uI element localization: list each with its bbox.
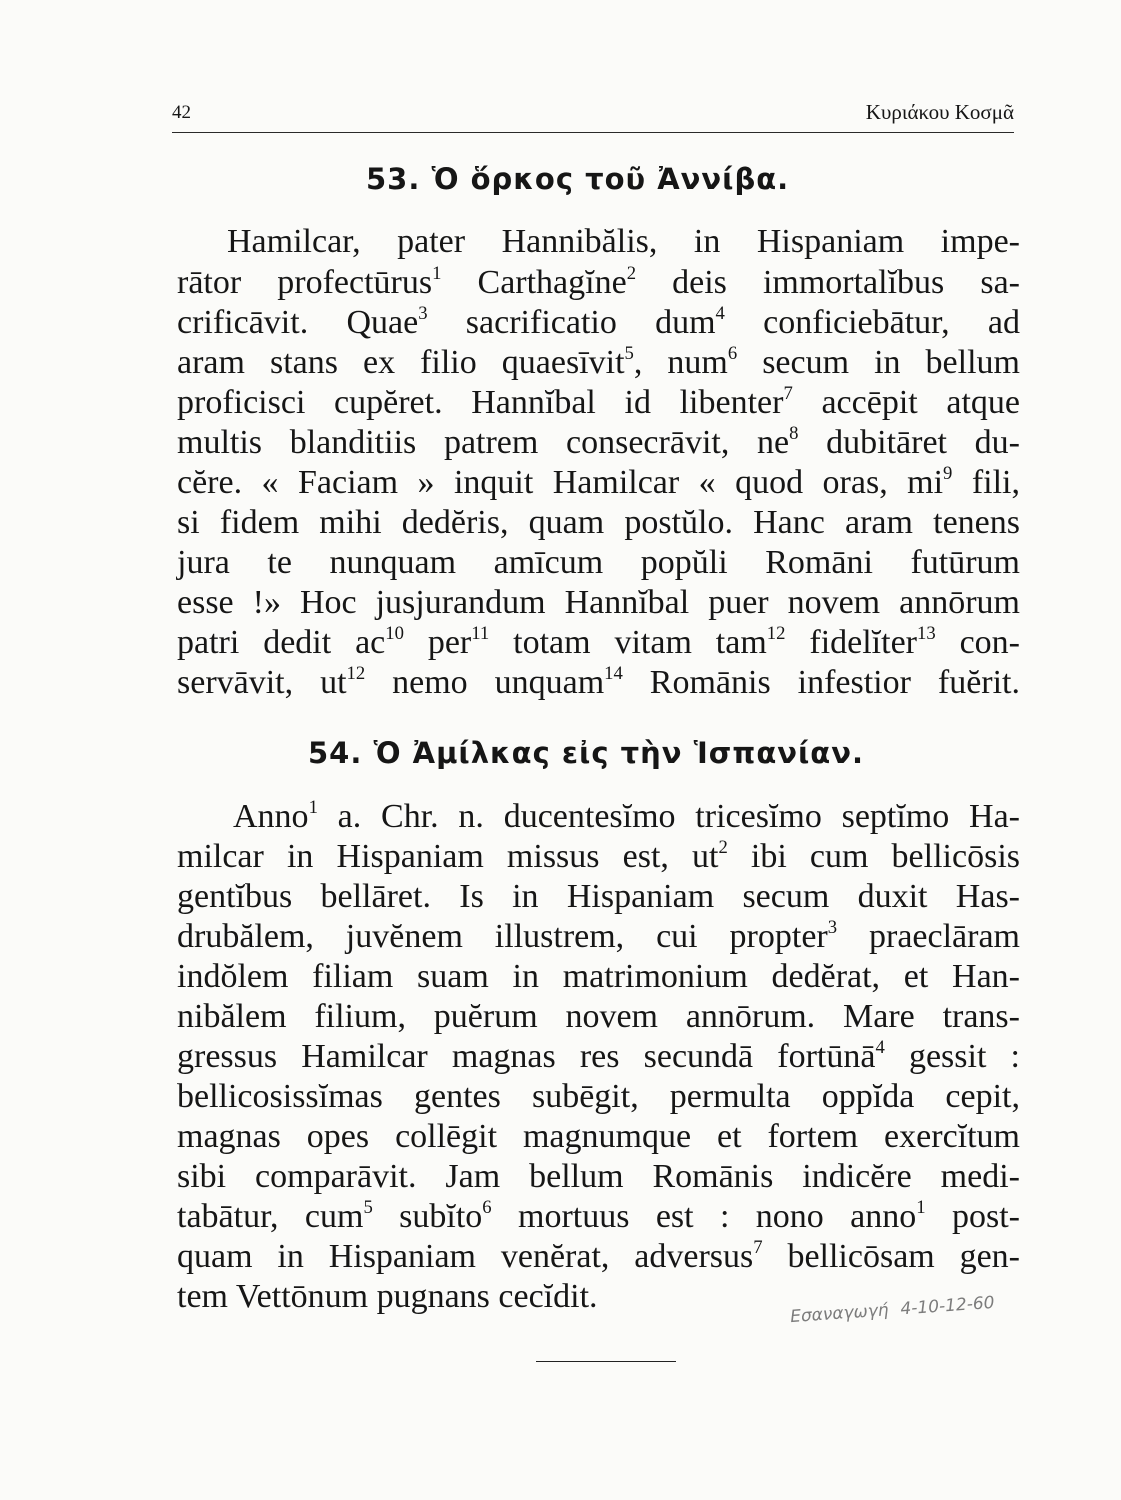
text-line: cĕre. « Faciam » inquit Hamilcar « quod oras, $mi^9$ fili, xyxy=(177,462,1020,501)
text-line: patri dedit $ac^{10}$ per$^{11}$ totam vitam tam$^{12}$ fidelĭter$^{13}$ con- xyxy=(177,622,1020,661)
text-line: tabātur, cum$^5$ subĭto$^6$ mortuus est : nono anno$^1$ post- xyxy=(177,1196,1020,1235)
text-line: milcar in Hispaniam missus est, $ut^2$ ibi cum bellicōsis xyxy=(177,836,1020,875)
text-line: jura te nunquam amīcum popŭli Romāni futūrum xyxy=(177,544,1020,581)
handwritten-note-date: 4-10-12-60 xyxy=(899,1292,996,1320)
text-line: bellicosissĭmas gentes subēgit, permulta oppĭda cepit, xyxy=(177,1078,1020,1115)
running-head: Κυριάκου Κοσμᾶ xyxy=(865,100,1014,124)
text-line: indŏlem filiam suam in matrimonium dedĕrat, et Han- xyxy=(177,958,1020,995)
text-line: gressus Hamilcar magnas res secundā fortūnā$^4$ gessit : xyxy=(177,1036,1020,1075)
handwritten-note-text: Εσαναγωγή xyxy=(789,1300,890,1328)
text-line: sibi comparāvit. Jam bellum Romānis indicĕre medi- xyxy=(177,1158,1020,1195)
closing-rule xyxy=(536,1361,676,1362)
text-line: quam in Hispaniam venĕrat, adversus$^7$ bellicōsam gen- xyxy=(177,1236,1020,1275)
text-line: magnas opes collēgit magnumque et fortem exercĭtum xyxy=(177,1118,1020,1155)
page-number: 42 xyxy=(172,102,191,123)
text-line: proficisci cupĕret. Hannĭbal id libenter$^7$ accēpit atque xyxy=(177,382,1020,421)
text-line: servāvit, $ut^{12}$ nemo unquam$^{14}$ Romānis infestior fuĕrit. xyxy=(177,662,1021,701)
section-53-heading: 53. Ὁ ὅρκος τοῦ Ἀννίβα. xyxy=(366,162,790,196)
text-line: multis blanditiis patrem consecrāvit, $ne^8$ dubitāret du- xyxy=(177,422,1020,461)
text-line: aram stans ex filio quaesīvit$^5$, num$^6$ secum in bellum xyxy=(177,342,1020,381)
text-line: Anno$^1$ a. Chr. n. ducentesĭmo tricesĭmo septĭmo Ha- xyxy=(233,796,1020,835)
text-line: drubălem, juvĕnem illustrem, cui propter$^3$ praeclāram xyxy=(177,916,1020,955)
text-line: esse !» Hoc jusjurandum Hannĭbal puer novem annōrum xyxy=(177,584,1020,621)
text-line: crificāvit. Quae$^3$ sacrificatio dum$^4$ conficiebātur, ad xyxy=(177,302,1020,341)
text-line: Hamilcar, pater Hannibălis, in Hispaniam impe- xyxy=(227,223,1020,260)
section-54-heading: 54. Ὁ Ἀμίλκας εἰς τὴν Ἱσπανίαν. xyxy=(308,736,864,770)
text-line: tem Vettōnum pugnans cecĭdit. xyxy=(177,1278,598,1315)
text-line: nibălem filium, puĕrum novem annōrum. Mare trans- xyxy=(177,998,1020,1035)
text-line: si fidem mihi dedĕris, quam postŭlo. Hanc aram tenens xyxy=(177,504,1020,541)
text-line: gentĭbus bellāret. Is in Hispaniam secum duxit Has- xyxy=(177,878,1020,915)
text-line: rātor profectūrus$^1$ Carthagĭne$^2$ deis immortalĭbus sa- xyxy=(177,262,1020,301)
page-header xyxy=(172,96,1014,133)
